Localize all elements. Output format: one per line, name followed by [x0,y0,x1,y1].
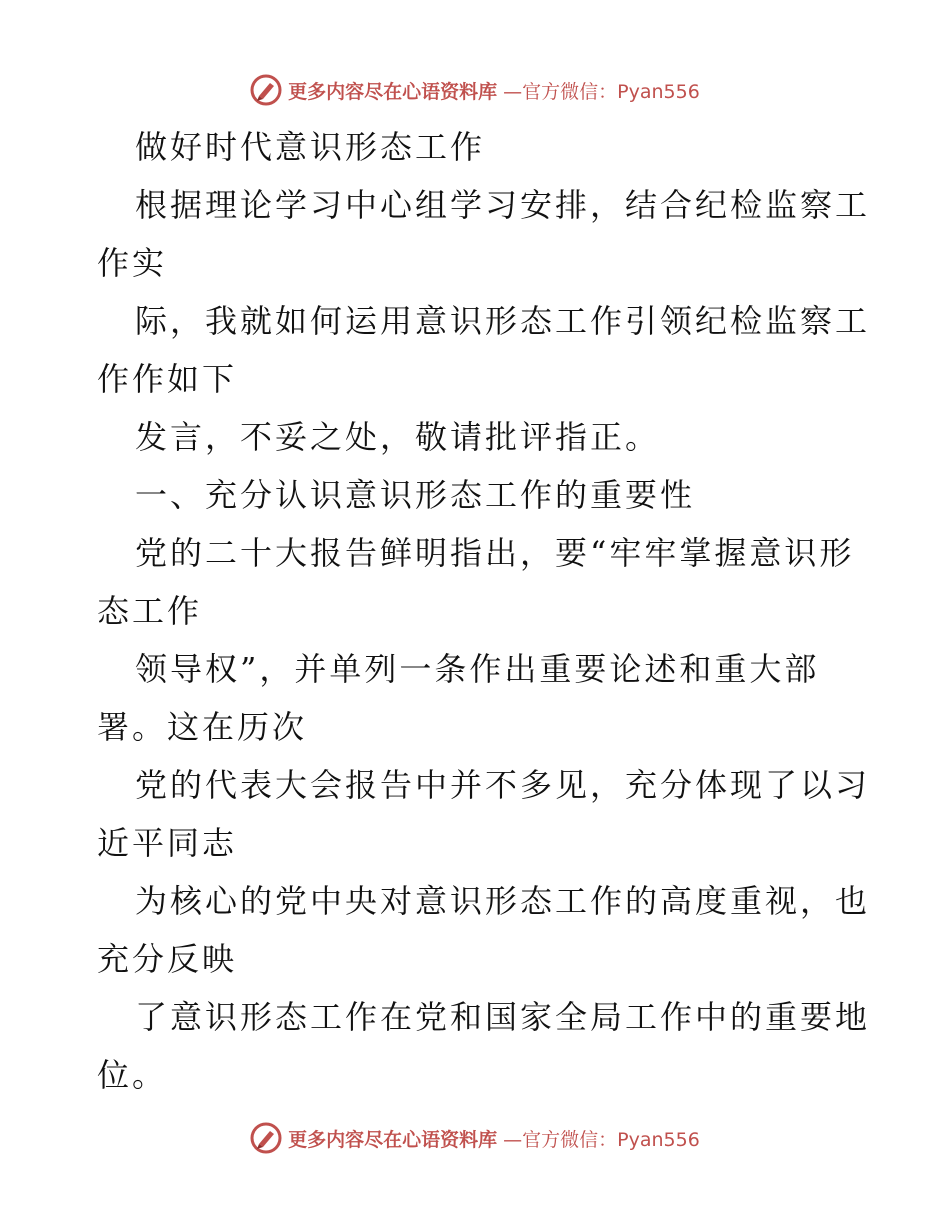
body-line: 态工作 [97,592,203,630]
footer-banner-sub: —官方微信：Pyan556 [503,1128,700,1151]
header-banner-sub: —官方微信：Pyan556 [503,80,700,103]
footer-banner [0,1118,950,1158]
body-line: 发言，不妥之处，敬请批评指正。 [135,418,661,456]
footer-banner-main: 更多内容尽在心语资料库 [288,1128,498,1151]
body-line: 近平同志 [97,824,238,862]
body-line: 为核心的党中央对意识形态工作的高度重视，也 [135,882,871,920]
body-line: 做好时代意识形态工作 [135,128,486,166]
body-line: 位。 [97,1056,168,1094]
body-line: 作作如下 [97,360,238,398]
section-heading: 一、充分认识意识形态工作的重要性 [135,476,696,514]
body-line: 党的二十大报告鲜明指出，要“牢牢掌握意识形 [135,534,855,572]
body-line: 作实 [97,244,168,282]
document-body [97,118,871,1104]
body-line: 根据理论学习中心组学习安排，结合纪检监察工 [135,186,871,224]
body-line: 党的代表大会报告中并不多见，充分体现了以习 [135,766,871,804]
header-banner [0,70,950,110]
pen-logo-icon [250,1122,282,1154]
body-line: 际，我就如何运用意识形态工作引领纪检监察工 [135,302,871,340]
header-banner-main: 更多内容尽在心语资料库 [288,80,498,103]
body-line: 了意识形态工作在党和国家全局工作中的重要地 [135,998,871,1036]
body-line: 署。这在历次 [97,708,308,746]
body-line: 充分反映 [97,940,238,978]
pen-logo-icon [250,74,282,106]
body-line: 领导权”，并单列一条作出重要论述和重大部 [135,650,820,688]
